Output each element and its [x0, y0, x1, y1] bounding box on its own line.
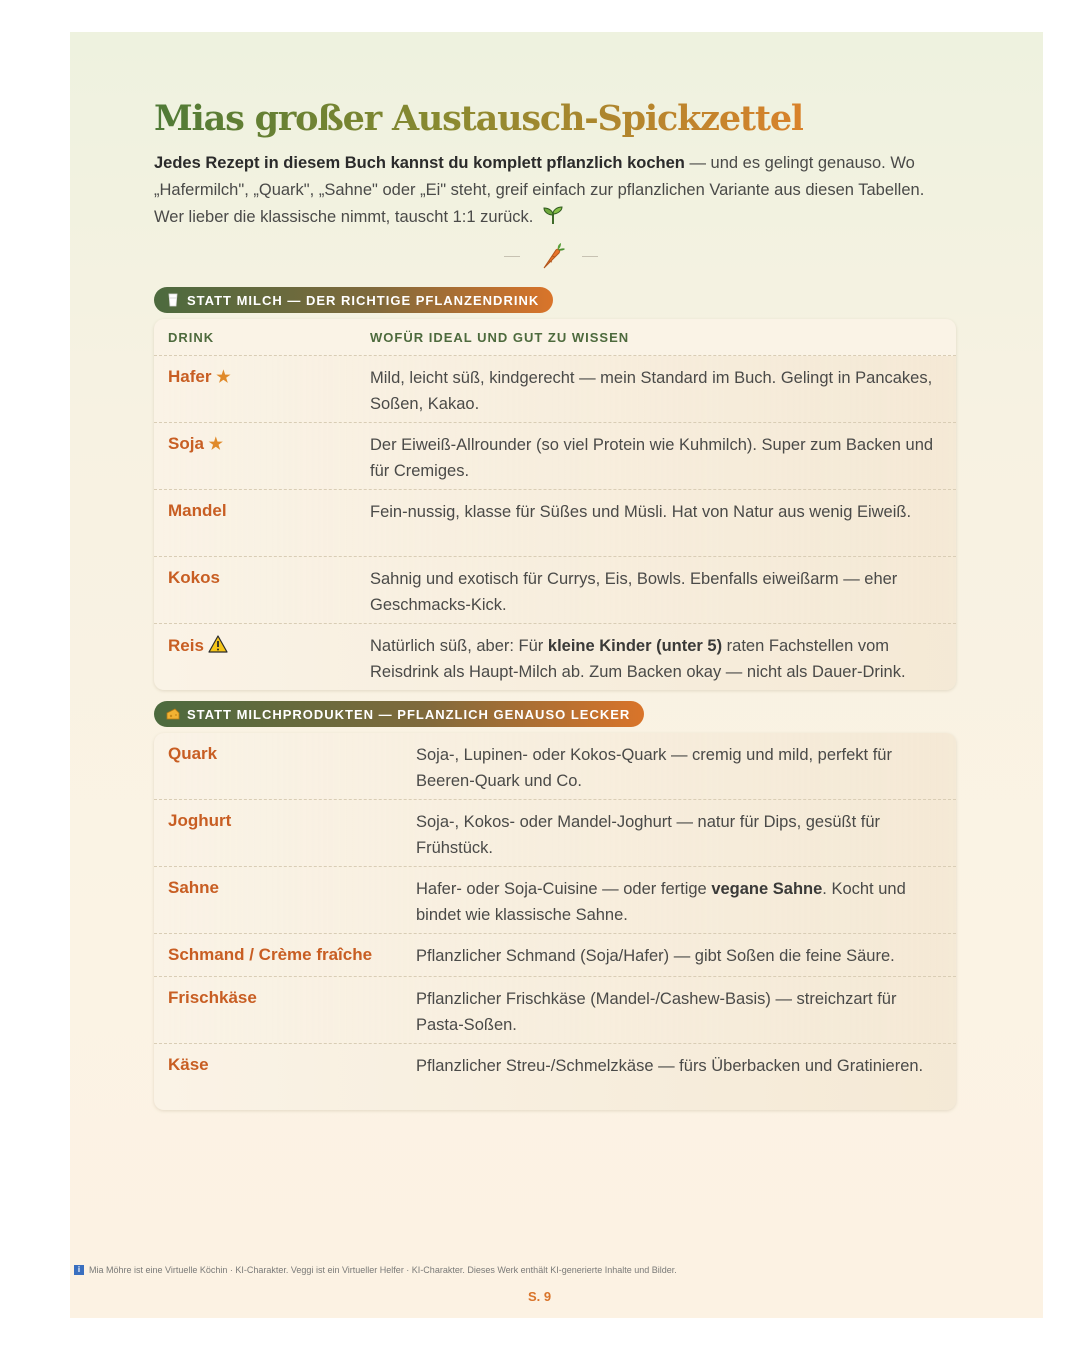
product-description: Pflanzlicher Streu-/Schmelzkäse — fürs Überbacken und Gratinieren. [416, 1057, 924, 1075]
section-label-milk-text: STATT MILCH — DER RICHTIGE PFLANZENDRINK [187, 292, 540, 308]
milk-glass-icon [166, 293, 180, 307]
table-row [154, 624, 956, 690]
product-description: Pflanzlicher Schmand (Soja/Hafer) — gibt Soßen die feine Säure. [416, 947, 895, 965]
drink-description: Fein-nussig, klasse für Süßes und Müsli. Hat von Natur aus wenig Eiweiß. [370, 503, 912, 521]
drink-name-text: Reis [168, 636, 204, 655]
page [70, 32, 1043, 1318]
desc-bold: kleine Kinder (unter 5) [547, 637, 723, 655]
section-label-milk [154, 287, 553, 313]
carrot-icon [540, 242, 566, 270]
intro-paragraph [154, 150, 954, 231]
drink-name-text: Hafer [168, 367, 212, 386]
milk-table-header [154, 319, 956, 356]
product-name: Schmand / Crème fraîche [168, 945, 373, 964]
table-row [154, 423, 956, 490]
milk-table [154, 319, 956, 690]
product-name: Sahne [168, 878, 220, 897]
header-usage: WOFÜR IDEAL UND GUT ZU WISSEN [370, 329, 630, 345]
section-divider [504, 240, 604, 270]
desc-bold: vegane Sahne [711, 880, 823, 898]
info-icon: i [74, 1265, 84, 1275]
desc-text: Natürlich süß, aber: Für [370, 637, 548, 655]
drink-description: Der Eiweiß-Allrounder (so viel Protein wie Kuhmilch). Super zum Backen und für Cremiges. [370, 436, 934, 480]
product-description: Soja-, Lupinen- oder Kokos-Quark — cremig und mild, perfekt für Beeren-Quark und Co. [416, 746, 892, 790]
table-row [154, 867, 956, 934]
star-icon: ★ [208, 436, 223, 453]
page-number: S. 9 [527, 1289, 552, 1304]
header-drink: DRINK [168, 329, 215, 345]
table-row [154, 800, 956, 867]
desc-text: raten Fachstellen vom Reisdrink als Haupt-Milch ab. Zum Backen okay — nicht als Dauer-Drink. [370, 637, 906, 681]
table-row [154, 356, 956, 423]
drink-description: Mild, leicht süß, kindgerecht — mein Standard im Buch. Gelingt in Pancakes, Soßen, Kakao. [370, 369, 933, 413]
product-description: Pflanzlicher Frischkäse (Mandel-/Cashew-Basis) — streichzart für Pasta-Soßen. [416, 990, 897, 1034]
divider-line-right [582, 256, 598, 257]
product-description: Soja-, Kokos- oder Mandel-Joghurt — natur für Dips, gesüßt für Frühstück. [416, 813, 881, 857]
dairy-table [154, 733, 956, 1110]
drink-description: Sahnig und exotisch für Currys, Eis, Bowls. Ebenfalls eiweißarm — eher Geschmacks-Kick. [370, 570, 898, 614]
table-row [154, 1044, 956, 1110]
drink-name [154, 356, 370, 422]
section-label-dairy [154, 701, 644, 727]
drink-description [370, 624, 956, 690]
star-icon: ★ [216, 369, 231, 386]
warning-icon [208, 635, 228, 653]
product-name: Joghurt [168, 811, 232, 830]
footnote-text: Mia Möhre ist eine Virtuelle Köchin · KI-Charakter. Veggi ist ein Virtueller Helfer · KI-Charakter. Dieses Werk enthält KI-generierte Inhalte und Bilder. [89, 1265, 677, 1275]
drink-name [154, 624, 370, 690]
intro-bold: Jedes Rezept in diesem Buch kannst du komplett pflanzlich kochen [154, 154, 685, 172]
page-title: Mias großer Austausch-Spickzettel [154, 98, 803, 139]
intro-text: — und es gelingt genauso. Wo „Hafermilch", „Quark", „Sahne" oder „Ei" steht, greif einfach zur pflanzlichen Variante aus diesen Tabellen. Wer lieber die klassische nimmt, tauscht 1:1 zurück. [154, 154, 925, 226]
product-name: Käse [168, 1055, 209, 1074]
table-row [154, 934, 956, 977]
desc-text: . Kocht und bindet wie klassische Sahne. [416, 880, 906, 924]
product-name: Quark [168, 744, 218, 763]
drink-name: Mandel [168, 501, 227, 520]
sprout-icon [542, 205, 564, 225]
section-label-dairy-text: STATT MILCHPRODUKTEN — PFLANZLICH GENAUSO LECKER [187, 706, 631, 722]
product-description [416, 867, 956, 933]
table-row [154, 977, 956, 1044]
ai-disclosure-footnote [74, 1265, 677, 1275]
cheese-icon [166, 707, 180, 721]
table-row [154, 557, 956, 624]
table-row [154, 733, 956, 800]
product-name: Frischkäse [168, 988, 257, 1007]
desc-text: Hafer- oder Soja-Cuisine — oder fertige [416, 880, 712, 898]
drink-name: Kokos [168, 568, 220, 587]
table-row [154, 490, 956, 557]
divider-line-left [504, 256, 520, 257]
drink-name [154, 423, 370, 489]
drink-name-text: Soja [168, 434, 204, 453]
